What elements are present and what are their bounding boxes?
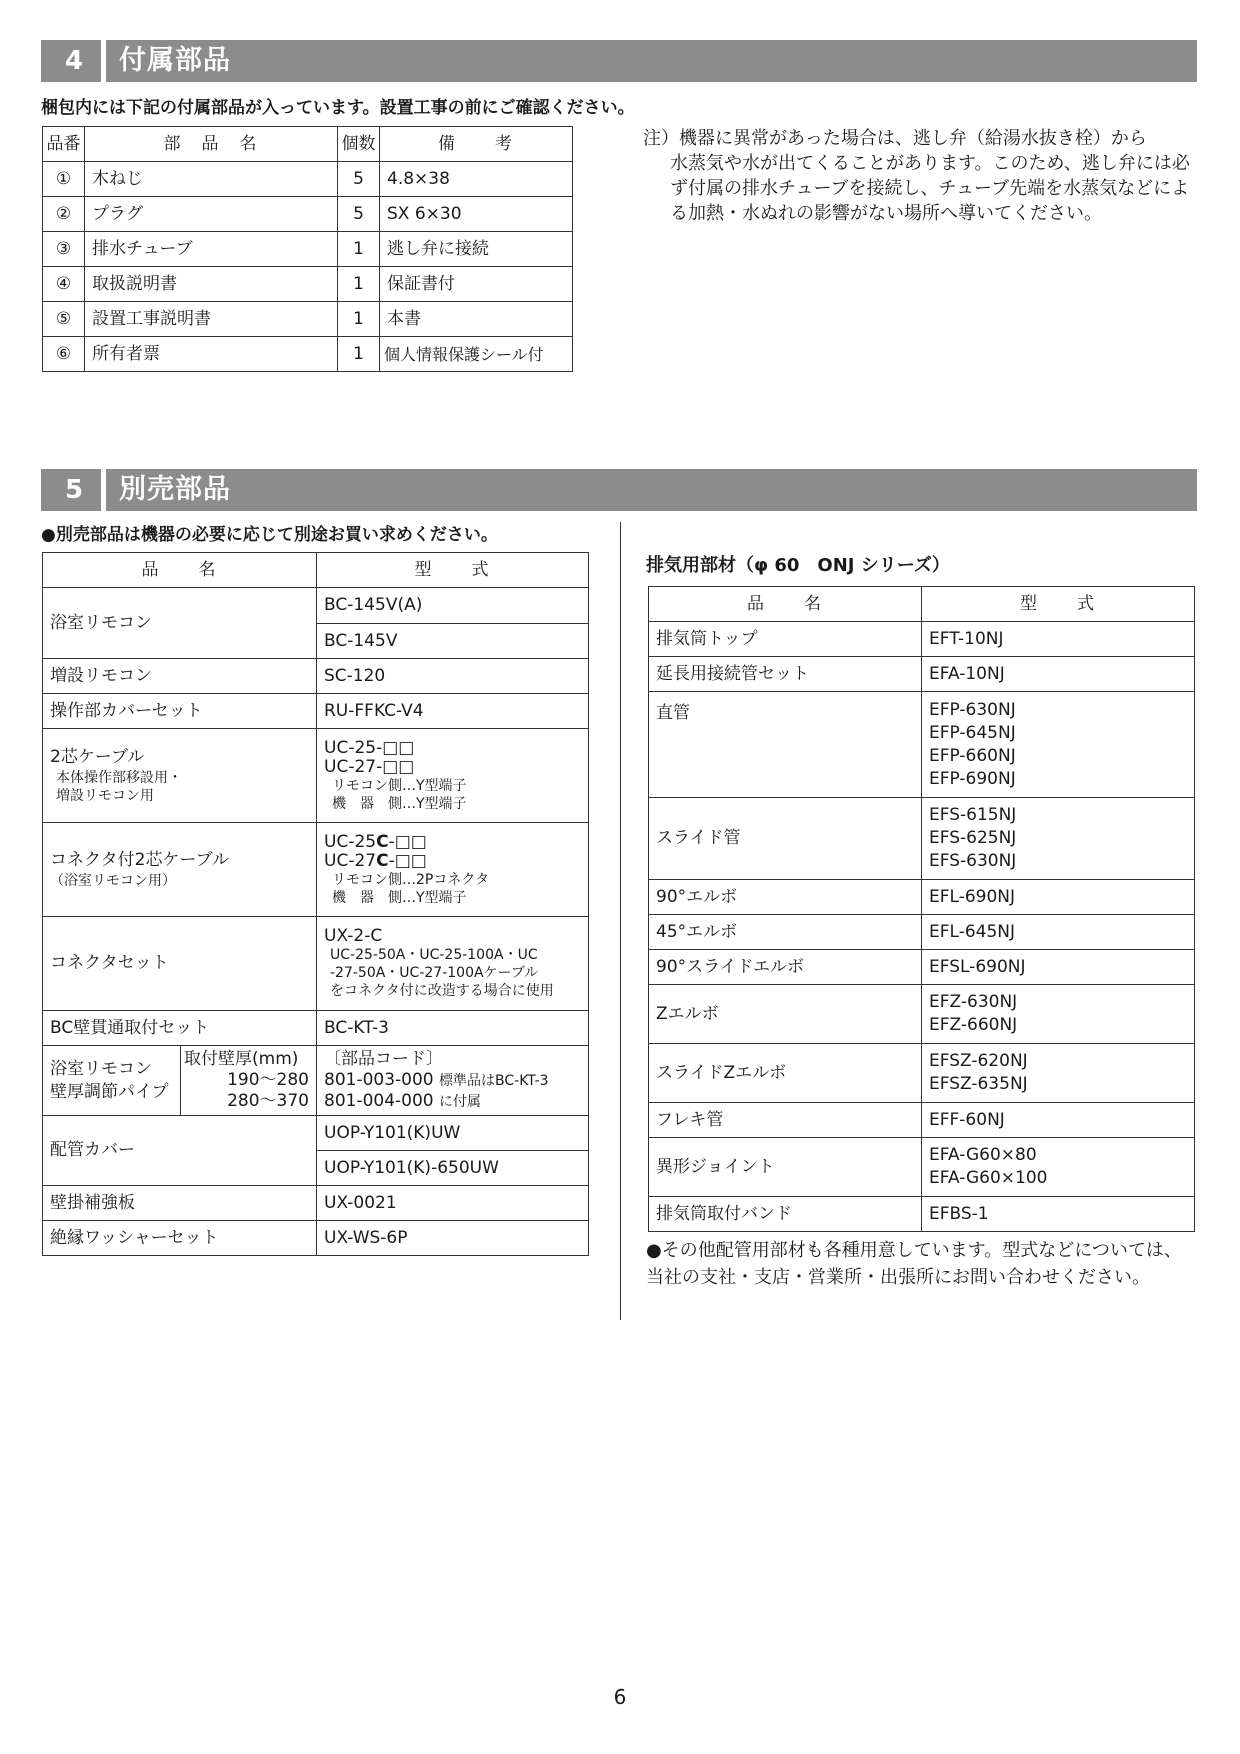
- table-row: [43, 1011, 589, 1046]
- connector-set-detail-1: UC-25-50A・UC-25-100A・UC: [330, 947, 538, 963]
- table-row: [43, 302, 573, 337]
- header-qty: 個数: [338, 127, 380, 162]
- cable2c-terminal-2: 機 器 側…Y型端子: [332, 889, 467, 906]
- cable2c-model-2: UC-27C-□□: [324, 850, 427, 871]
- cover-set-model: RU-FFKC-V4: [317, 694, 589, 729]
- row-name: 木ねじ: [85, 162, 338, 197]
- cable2c-name-cell: [43, 823, 317, 917]
- washer-set-name: 絶縁ワッシャーセット: [43, 1221, 317, 1256]
- wall-plate-name: 壁掛補強板: [43, 1186, 317, 1221]
- exhaust-name: スライドZエルボ: [649, 1044, 922, 1103]
- row-qty: 5: [338, 197, 380, 232]
- exhaust-model: EFSL-690NJ: [922, 950, 1195, 985]
- optional-parts-table: [42, 552, 589, 1256]
- row-remark: 4.8×38: [380, 162, 573, 197]
- other-parts-note: ●その他配管用部材も各種用意しています。型式などについては、当社の支社・支店・営業所・出張所にお問い合わせください。: [646, 1240, 1182, 1288]
- exhaust-name: スライド管: [649, 798, 922, 880]
- table-row: [649, 880, 1195, 915]
- cable2c-model-cell: [317, 823, 589, 917]
- row-name: プラグ: [85, 197, 338, 232]
- exhaust-model: EFF-60NJ: [922, 1103, 1195, 1138]
- exhaust-name: 90°エルボ: [649, 880, 922, 915]
- connector-set-detail-2: -27-50A・UC-27-100Aケーブル: [330, 965, 539, 981]
- exhaust-model: EFL-645NJ: [922, 915, 1195, 950]
- exhaust-name: Zエルボ: [649, 985, 922, 1044]
- row-no: ⑥: [43, 337, 85, 372]
- section-4-lead: 梱包内には下記の付属部品が入っています。設置工事の前にご確認ください。: [41, 98, 635, 118]
- pipe-cover-name: 配管カバー: [43, 1116, 317, 1186]
- table-row: [43, 162, 573, 197]
- exhaust-name: 延長用接続管セット: [649, 657, 922, 692]
- page-number: 6: [613, 1685, 627, 1709]
- add-remote-name: 増設リモコン: [43, 659, 317, 694]
- exhaust-model: EFT-10NJ: [922, 622, 1195, 657]
- thickness-header: 取付壁厚(mm): [184, 1049, 299, 1069]
- thickness-range-2: 280～370: [227, 1091, 309, 1111]
- cable2-terminal-1: リモコン側…Y型端子: [332, 777, 467, 794]
- exhaust-name: 排気筒取付バンド: [649, 1197, 922, 1232]
- table-row: [649, 657, 1195, 692]
- section-title: 付属部品: [119, 45, 231, 76]
- row-no: ④: [43, 267, 85, 302]
- cable2c-sub: （浴室リモコン用）: [50, 873, 176, 889]
- row-no: ②: [43, 197, 85, 232]
- cable2-model-2: UC-27-□□: [324, 756, 415, 777]
- exhaust-parts-table: [648, 586, 1195, 1232]
- thick-pipe-name-2: 壁厚調節パイプ: [50, 1081, 169, 1102]
- thick-pipe-thickness-cell: [181, 1046, 317, 1116]
- table-row: [649, 1103, 1195, 1138]
- header-part-name: 品 名: [43, 553, 317, 588]
- table-row: [43, 823, 589, 917]
- code-row-1: 801-003-000 標準品はBC-KT-3: [324, 1070, 549, 1090]
- row-no: ⑤: [43, 302, 85, 337]
- table-row: [649, 1138, 1195, 1197]
- exhaust-model: EFA-10NJ: [922, 657, 1195, 692]
- exhaust-name: 90°スライドエルボ: [649, 950, 922, 985]
- cable2-sub-2: 増設リモコン用: [56, 788, 154, 804]
- table-row: [43, 729, 589, 823]
- table-row: [649, 1044, 1195, 1103]
- table-row: [649, 798, 1195, 880]
- table-row: [43, 1046, 589, 1116]
- row-remark: 本書: [380, 302, 573, 337]
- section-number: 4: [64, 46, 84, 76]
- connector-set-name: コネクタセット: [43, 917, 317, 1011]
- row-no: ③: [43, 232, 85, 267]
- pipe-cover-model-1: UOP-Y101(K)UW: [317, 1116, 589, 1151]
- header-remark: 備 考: [380, 127, 573, 162]
- code-header: 〔部品コード〕: [324, 1049, 443, 1069]
- table-row: [649, 915, 1195, 950]
- table-row: [43, 1221, 589, 1256]
- row-qty: 1: [338, 302, 380, 337]
- row-remark: 個人情報保護シール付: [380, 337, 573, 372]
- row-name: 所有者票: [85, 337, 338, 372]
- exhaust-models: EFSZ-620NJ EFSZ-635NJ: [922, 1044, 1195, 1103]
- exhaust-models: EFP-630NJ EFP-645NJ EFP-660NJ EFP-690NJ: [922, 692, 1195, 798]
- header-name: 部 品 名: [85, 127, 338, 162]
- thick-pipe-name-1: 浴室リモコン: [50, 1058, 152, 1079]
- cover-set-name: 操作部カバーセット: [43, 694, 317, 729]
- cable2-terminal-2: 機 器 側…Y型端子: [332, 795, 467, 812]
- add-remote-model: SC-120: [317, 659, 589, 694]
- row-no: ①: [43, 162, 85, 197]
- table-row: [649, 950, 1195, 985]
- row-qty: 1: [338, 267, 380, 302]
- exhaust-name: 異形ジョイント: [649, 1138, 922, 1197]
- exhaust-models: EFZ-630NJ EFZ-660NJ: [922, 985, 1195, 1044]
- cable2-model-1: UC-25-□□: [324, 737, 415, 758]
- thick-pipe-name-cell: [43, 1046, 181, 1116]
- section-number: 5: [64, 475, 84, 505]
- note-body: 水蒸気や水が出てくることがあります。このため、逃し弁には必ず付属の排水チューブを接続し、チューブ先端を水蒸気などによる加熱・水ぬれの影響がない場所へ導いてください。: [670, 153, 1190, 224]
- bc-wall-name: BC壁貫通取付セット: [43, 1011, 317, 1046]
- row-remark: SX 6×30: [380, 197, 573, 232]
- header-model: 型 式: [922, 587, 1195, 622]
- cable2c-name: コネクタ付2芯ケーブル: [50, 850, 229, 870]
- cable2-model-cell: [317, 729, 589, 823]
- section-divider: [101, 40, 106, 82]
- exhaust-name: 排気筒トップ: [649, 622, 922, 657]
- cable2c-model-1: UC-25C-□□: [324, 831, 427, 852]
- exhaust-name: 直管: [649, 692, 922, 798]
- row-name: 取扱説明書: [85, 267, 338, 302]
- row-qty: 1: [338, 232, 380, 267]
- table-row: [43, 232, 573, 267]
- caution-note: [643, 126, 1203, 226]
- row-name: 排水チューブ: [85, 232, 338, 267]
- exhaust-name: フレキ管: [649, 1103, 922, 1138]
- header-model: 型 式: [317, 553, 589, 588]
- row-qty: 5: [338, 162, 380, 197]
- pipe-cover-model-2: UOP-Y101(K)-650UW: [317, 1151, 589, 1186]
- table-row: [43, 659, 589, 694]
- table-row: [649, 1197, 1195, 1232]
- code-row-2: 801-004-000 に付属: [324, 1091, 482, 1111]
- exhaust-model: EFL-690NJ: [922, 880, 1195, 915]
- bath-remote-model-2: BC-145V: [317, 624, 589, 659]
- table-row: [43, 1116, 589, 1151]
- thick-pipe-code-cell: [317, 1046, 589, 1116]
- exhaust-model: EFBS-1: [922, 1197, 1195, 1232]
- section-5-lead: ●別売部品は機器の必要に応じて別途お買い求めください。: [41, 525, 498, 545]
- table-row: [649, 622, 1195, 657]
- note-line-1: 注）機器に異常があった場合は、逃し弁（給湯水抜き栓）から: [643, 128, 1147, 149]
- exhaust-models: EFA-G60×80 EFA-G60×100: [922, 1138, 1195, 1197]
- row-name: 設置工事説明書: [85, 302, 338, 337]
- header-no: 品番: [43, 127, 85, 162]
- table-row: [43, 267, 573, 302]
- connector-set-model-cell: [317, 917, 589, 1011]
- thickness-range-1: 190～280: [227, 1070, 309, 1090]
- accessories-table: [42, 126, 573, 372]
- section-divider: [101, 469, 106, 511]
- bath-remote-model-1: BC-145V(A): [317, 588, 589, 624]
- section-5-header: [41, 469, 1197, 511]
- table-row: [43, 694, 589, 729]
- table-row: [43, 1186, 589, 1221]
- header-part-name: 品 名: [649, 587, 922, 622]
- table-row: [649, 692, 1195, 798]
- cable2-name-cell: [43, 729, 317, 823]
- row-remark: 逃し弁に接続: [380, 232, 573, 267]
- connector-set-detail-3: をコネクタ付に改造する場合に使用: [330, 983, 554, 999]
- row-qty: 1: [338, 337, 380, 372]
- washer-set-model: UX-WS-6P: [317, 1221, 589, 1256]
- table-row: [649, 985, 1195, 1044]
- table-row: [43, 588, 589, 624]
- cable2-name: 2芯ケーブル: [50, 747, 145, 767]
- cable2-sub-1: 本体操作部移設用・: [56, 770, 182, 786]
- connector-set-model: UX-2-C: [324, 926, 383, 946]
- table-row: [43, 917, 589, 1011]
- column-divider: [620, 522, 621, 1320]
- row-remark: 保証書付: [380, 267, 573, 302]
- section-4-header: [41, 40, 1197, 82]
- bc-wall-model: BC-KT-3: [317, 1011, 589, 1046]
- wall-plate-model: UX-0021: [317, 1186, 589, 1221]
- section-title: 別売部品: [119, 474, 231, 505]
- bath-remote-name: 浴室リモコン: [43, 588, 317, 659]
- exhaust-name: 45°エルボ: [649, 915, 922, 950]
- cable2c-terminal-1: リモコン側…2Pコネクタ: [332, 871, 490, 888]
- exhaust-parts-title: 排気用部材（φ 60 ONJ シリーズ）: [646, 555, 950, 576]
- table-row: [43, 337, 573, 372]
- exhaust-models: EFS-615NJ EFS-625NJ EFS-630NJ: [922, 798, 1195, 880]
- table-row: [43, 197, 573, 232]
